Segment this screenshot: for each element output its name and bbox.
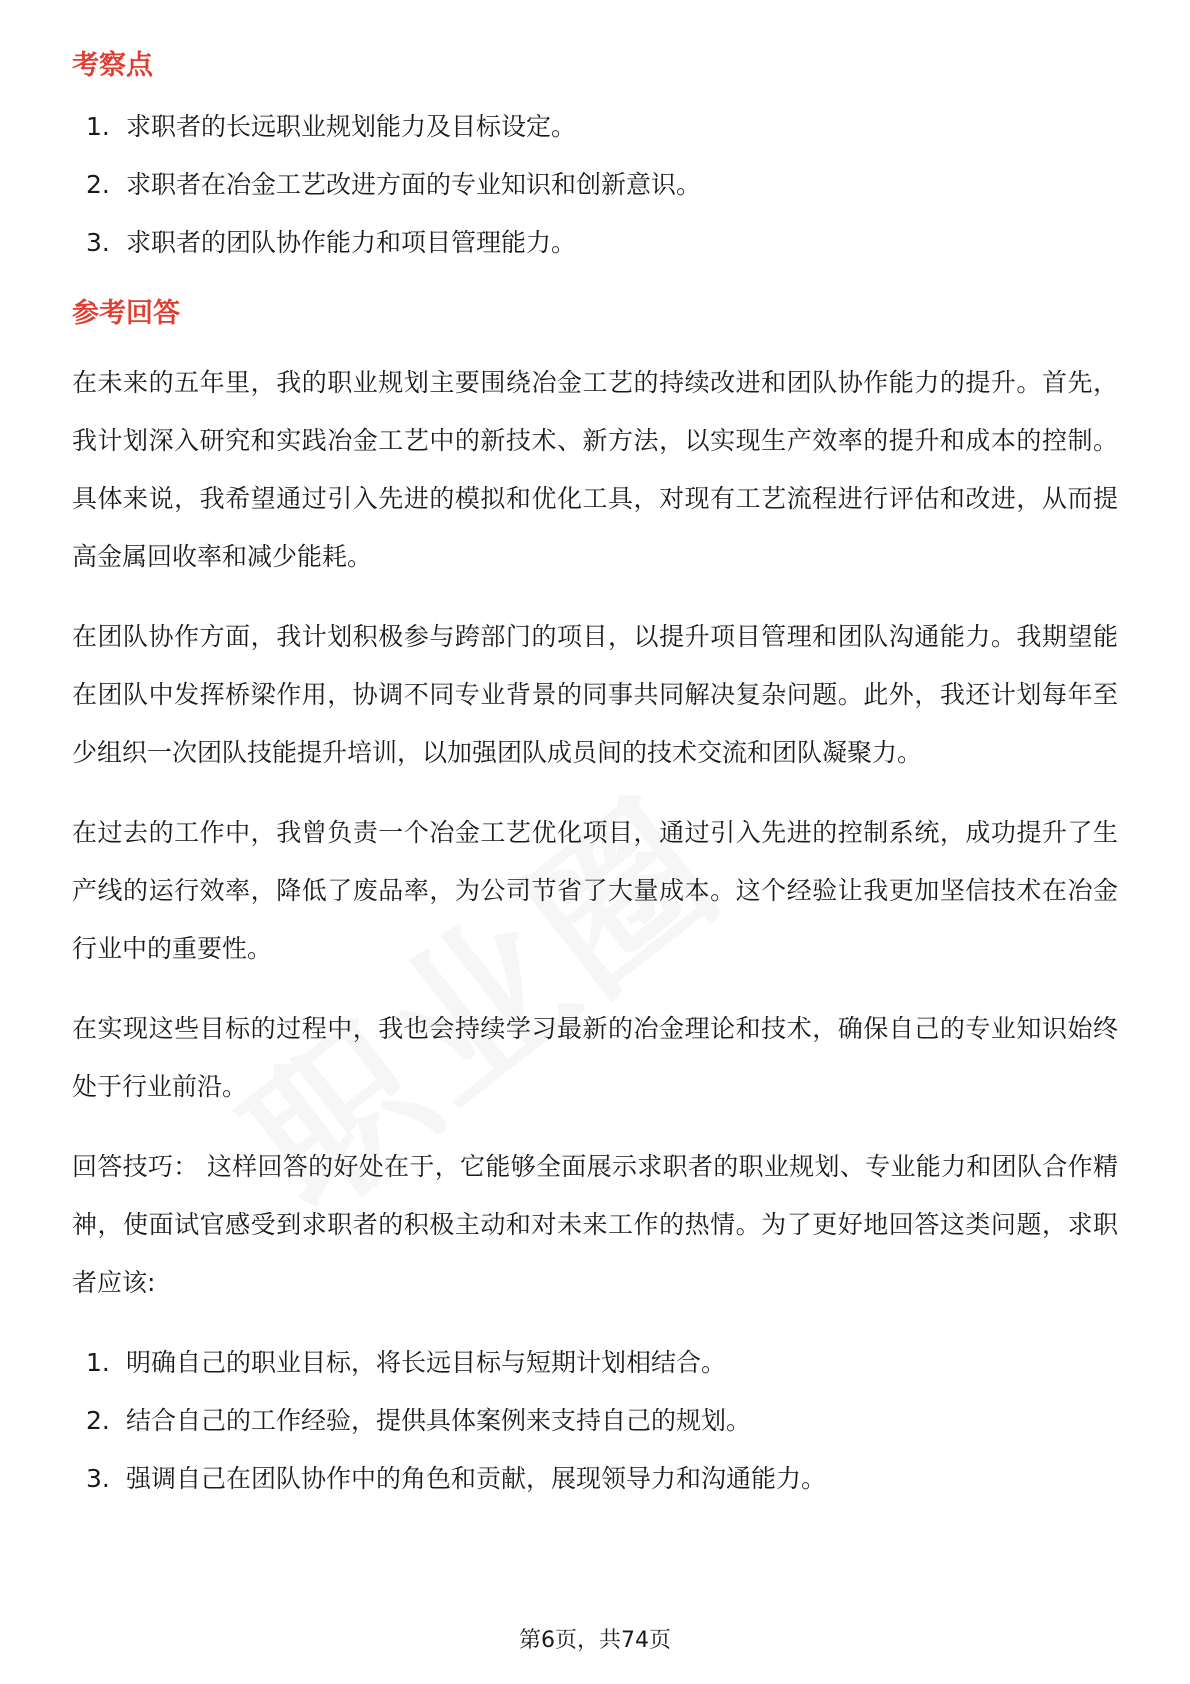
answer-paragraph: 在实现这些目标的过程中，我也会持续学习最新的冶金理论和技术，确保自己的专业知识始终处于行业前沿。 — [72, 1014, 1118, 1101]
list-item: 2. 求职者在冶金工艺改进方面的专业知识和创新意识。 — [86, 170, 702, 199]
list-item: 1. 求职者的长远职业规划能力及目标设定。 — [86, 112, 577, 141]
tips-paragraph: 回答技巧： 这样回答的好处在于，它能够全面展示求职者的职业规划、专业能力和团队合作精神，使面试官感受到求职者的积极主动和对未来工作的热情。为了更好地回答这类问题，求职者应该: — [72, 1152, 1118, 1297]
list-item: 3. 求职者的团队协作能力和项目管理能力。 — [86, 228, 577, 257]
answer-heading: 参考回答 — [72, 298, 180, 329]
exam-points-heading: 考察点 — [72, 50, 153, 81]
tips-list — [72, 1334, 1118, 1508]
answer-paragraph: 在未来的五年里，我的职业规划主要围绕冶金工艺的持续改进和团队协作能力的提升。首先，我计划深入研究和实践冶金工艺中的新技术、新方法，以实现生产效率的提升和成本的控制。具体来说，我希望通过引入先进的模拟和优化工具，对现有工艺流程进行评估和改进，从而提高金属回收率和减少能耗。 — [72, 368, 1118, 571]
list-item: 3. 强调自己在团队协作中的角色和贡献，展现领导力和沟通能力。 — [86, 1464, 827, 1493]
page-number: 第6页，共74页 — [519, 1628, 671, 1653]
exam-points-list — [72, 98, 1118, 272]
answer-paragraph: 在过去的工作中，我曾负责一个冶金工艺优化项目，通过引入先进的控制系统，成功提升了生产线的运行效率，降低了废品率，为公司节省了大量成本。这个经验让我更加坚信技术在冶金行业中的重要性。 — [72, 818, 1118, 963]
list-item: 1. 明确自己的职业目标，将长远目标与短期计划相结合。 — [86, 1348, 727, 1377]
list-item: 2. 结合自己的工作经验，提供具体案例来支持自己的规划。 — [86, 1406, 752, 1435]
answer-paragraph: 在团队协作方面，我计划积极参与跨部门的项目，以提升项目管理和团队沟通能力。我期望能在团队中发挥桥梁作用，协调不同专业背景的同事共同解决复杂问题。此外，我还计划每年至少组织一次团队技能提升培训，以加强团队成员间的技术交流和团队凝聚力。 — [72, 622, 1118, 767]
page-content — [72, 46, 1118, 1508]
